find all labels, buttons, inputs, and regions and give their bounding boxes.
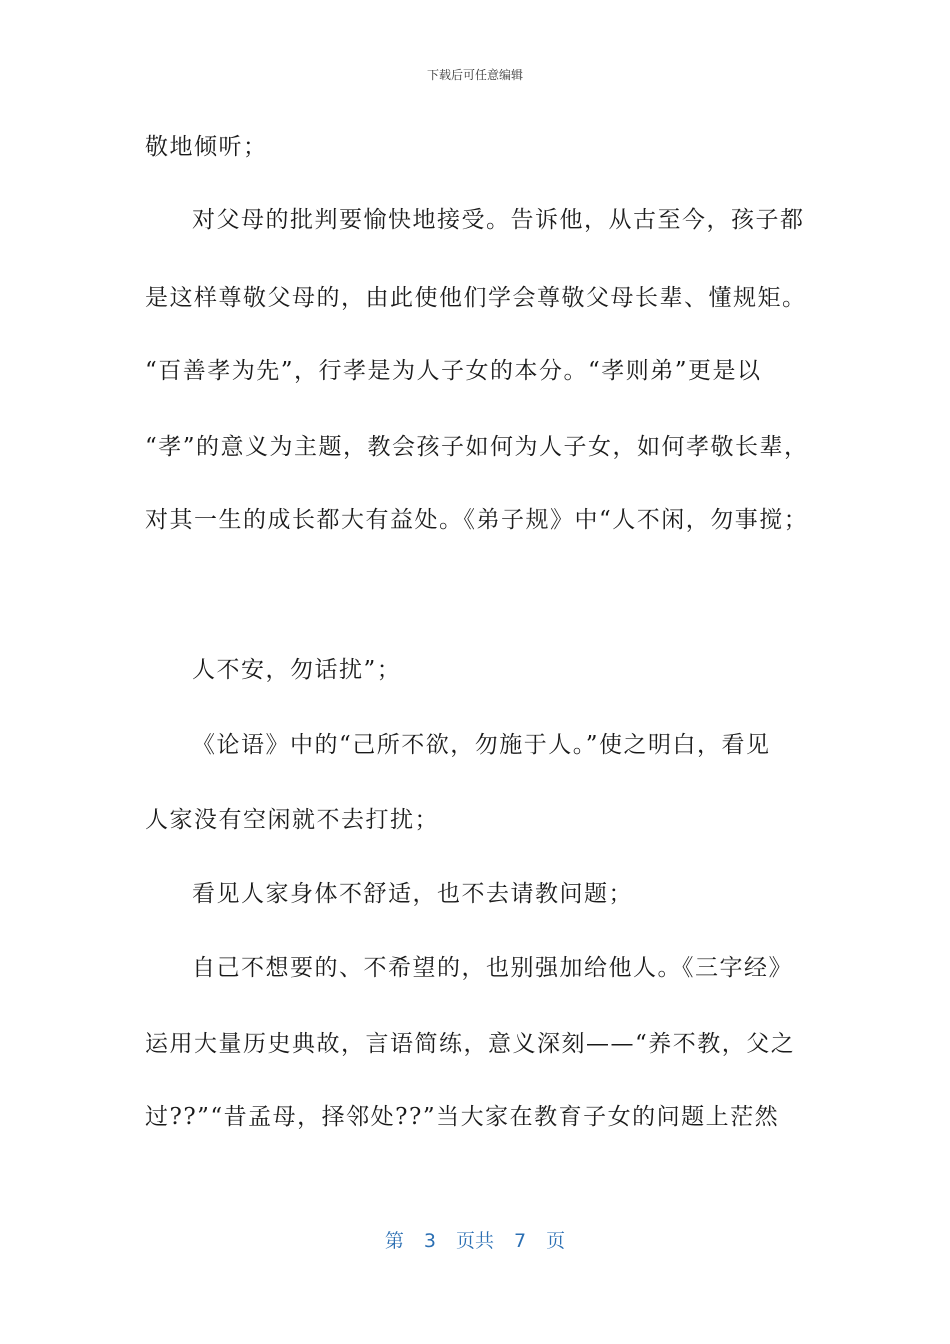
page-header: 下载后可任意编辑 <box>426 68 523 82</box>
text-line: 是这样尊敬父母的，由此使他们学会尊敬父母长辈、懂规矩。 <box>145 285 807 311</box>
footer-total-pages: 7 <box>514 1230 527 1252</box>
text-line: 人不安，勿话扰”； <box>192 657 402 683</box>
footer-ye-gong: 页共 <box>455 1230 494 1252</box>
text-line: “百善孝为先”，行孝是为人子女的本分。“孝则弟”更是以 <box>145 358 762 384</box>
text-line: 过??”“昔孟母，择邻处??”当大家在教育子女的问题上茫然 <box>145 1104 780 1130</box>
footer-page-number: 3 <box>423 1230 436 1252</box>
text-line: 看见人家身体不舒适，也不去请教问题； <box>192 881 633 907</box>
page-footer <box>0 1226 950 1253</box>
text-line: 敬地倾听； <box>145 134 268 160</box>
text-line: 《论语》中的“己所不欲，勿施于人。”使之明白，看见 <box>192 732 771 758</box>
text-line: 对其一生的成长都大有益处。《弟子规》中“人不闲，勿事搅； <box>145 507 809 533</box>
text-line: “孝”的意义为主题，教会孩子如何为人子女，如何孝敬长辈， <box>145 434 809 460</box>
text-line: 运用大量历史典故，言语简练，意义深刻——“养不教，父之 <box>145 1031 796 1057</box>
text-line: 人家没有空闲就不去打扰； <box>145 807 439 833</box>
footer-di: 第 <box>384 1230 404 1252</box>
text-line: 对父母的批判要愉快地接受。告诉他，从古至今，孩子都 <box>192 207 805 233</box>
text-line: 自己不想要的、不希望的，也别强加给他人。《三字经》 <box>192 955 793 981</box>
footer-ye: 页 <box>546 1230 566 1252</box>
